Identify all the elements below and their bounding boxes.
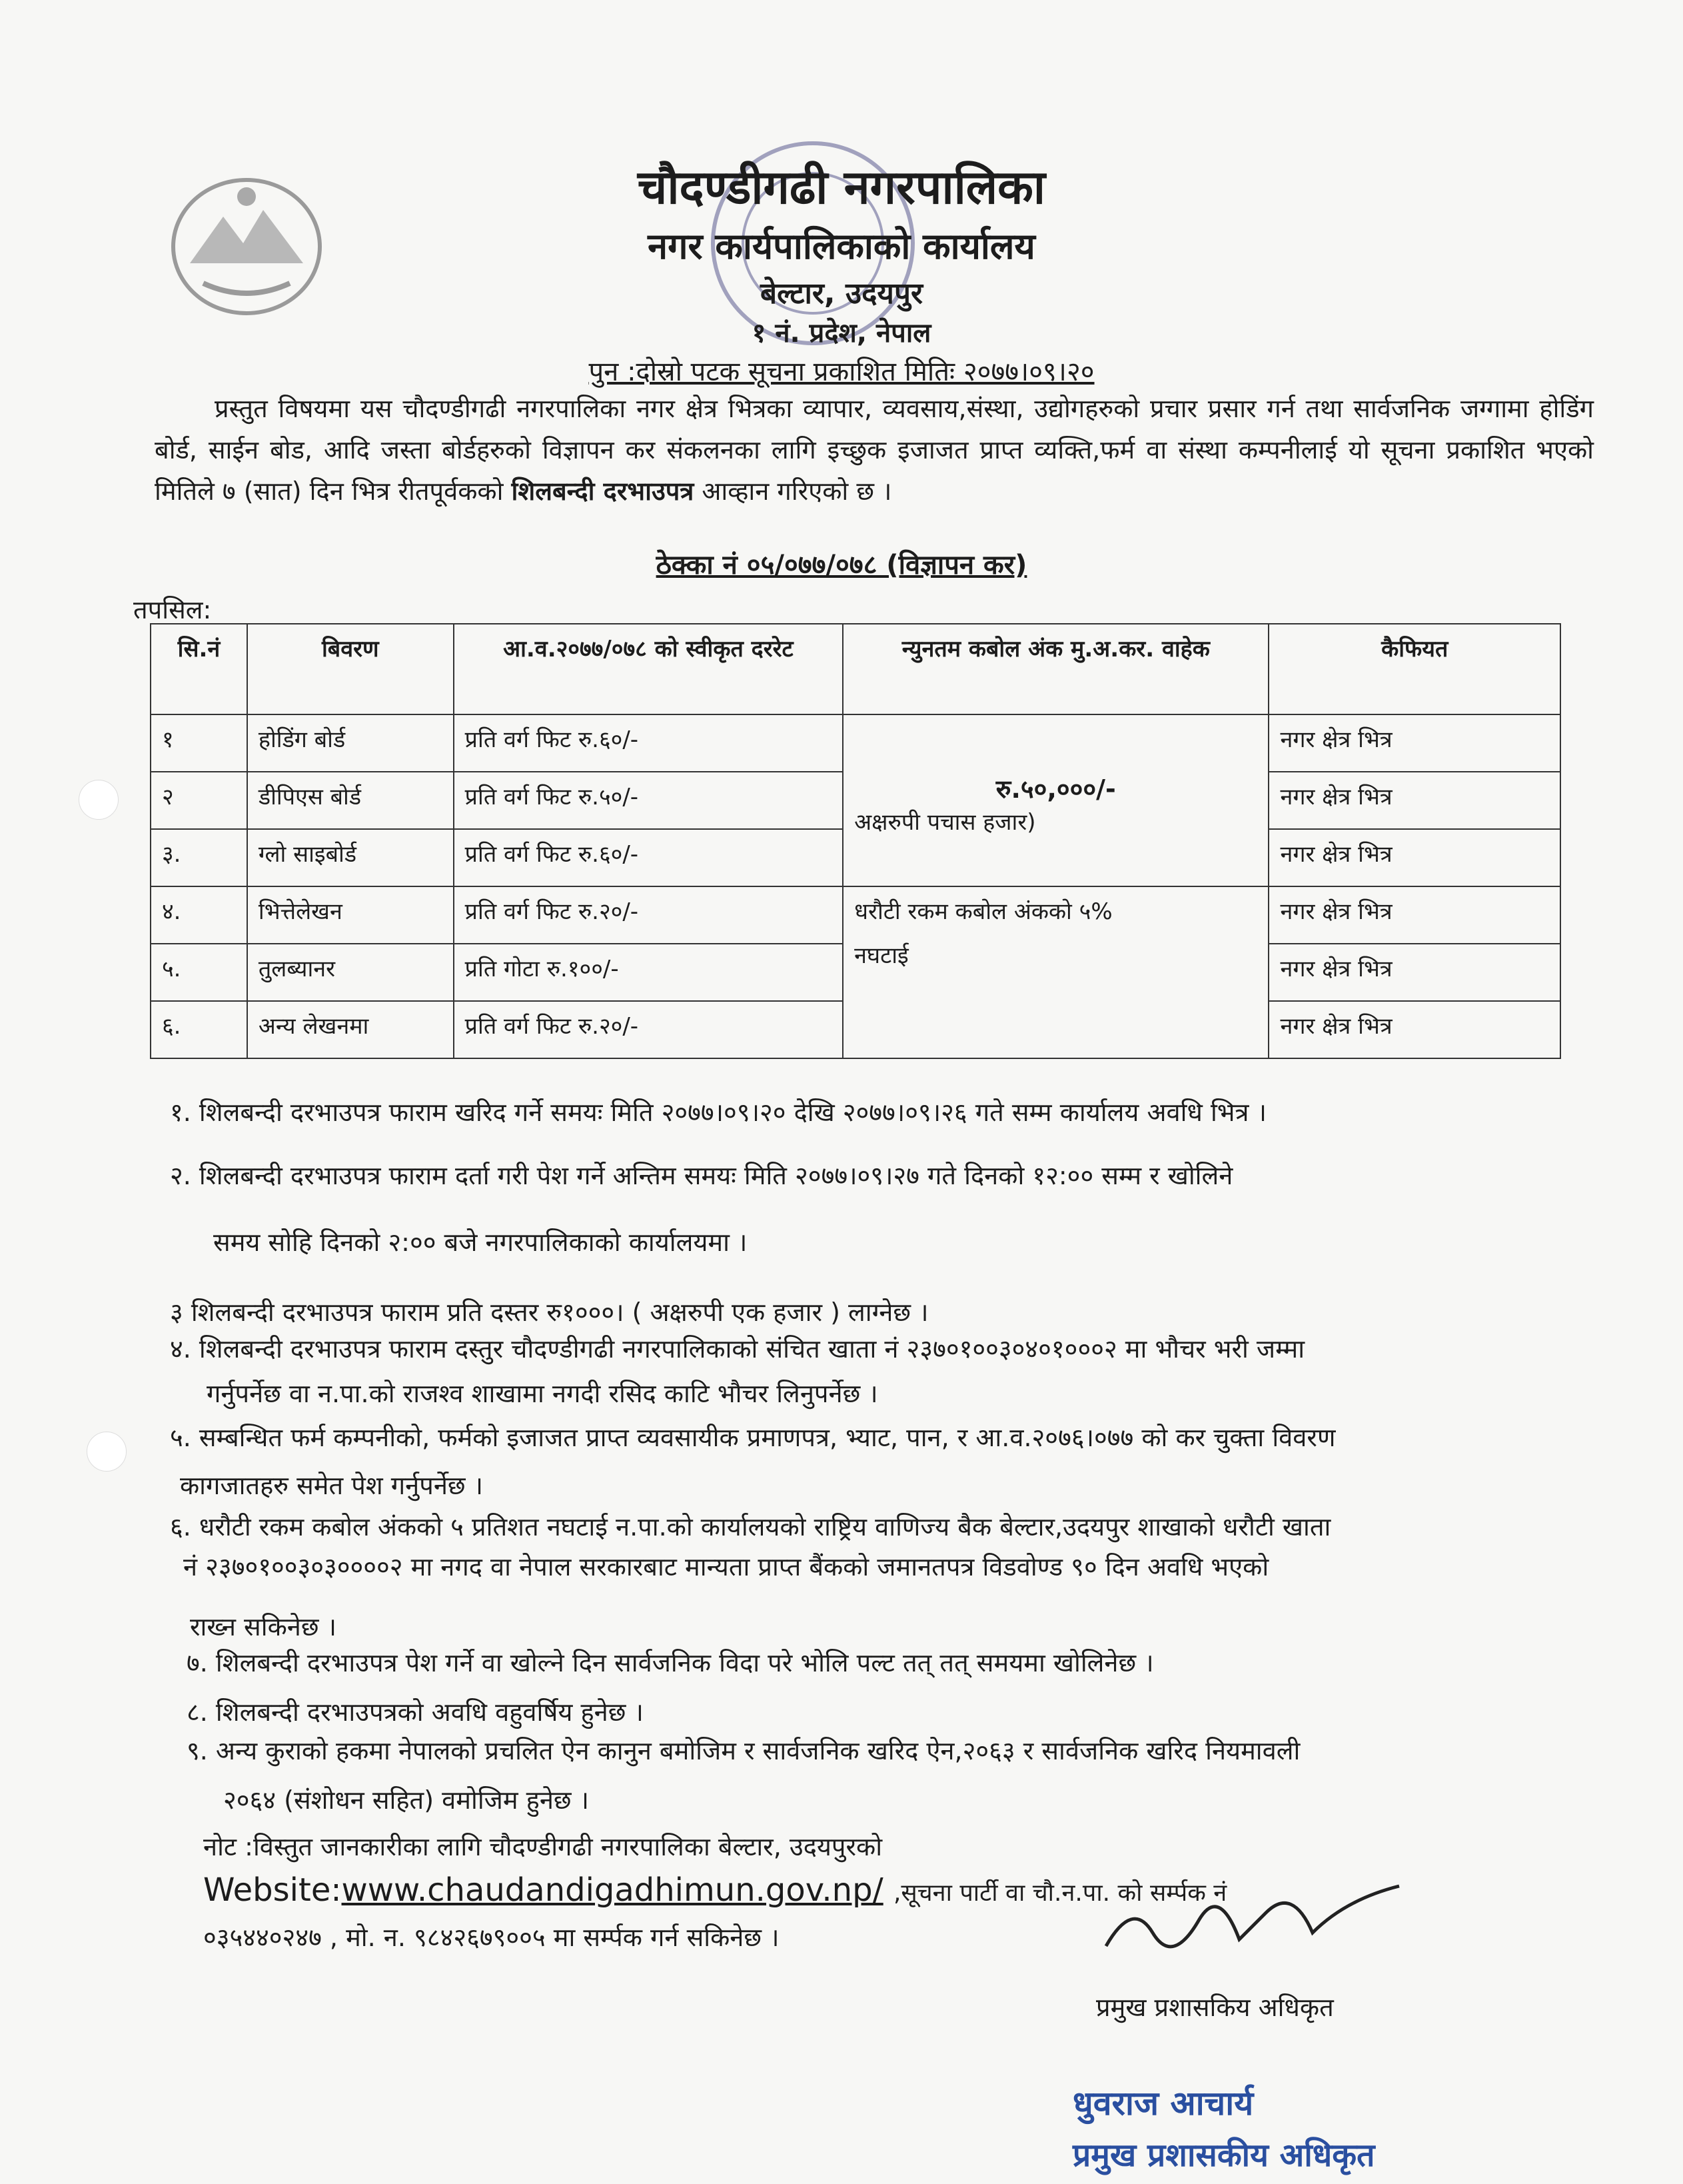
deposit-cell (843, 886, 1269, 1058)
row-desc: तुलब्यानर (247, 944, 454, 1001)
row-rate: प्रति वर्ग फिट रु.२०/- (454, 1001, 843, 1058)
table-header: सि.नं (151, 624, 247, 714)
row-desc: होडिंग बोर्ड (247, 714, 454, 772)
condition-2: २. शिलबन्दी दरभाउपत्र फाराम दर्ता गरी पेश गर्ने अन्तिम समयः मिति २०७७।०९।२७ गते दिनको १२:०० सम्म र खोलिने (170, 1161, 1233, 1190)
min-bid-amount: रु.५०,०००/- (995, 774, 1116, 804)
row-remark: नगर क्षेत्र भित्र (1269, 714, 1560, 772)
table-row (151, 714, 1560, 772)
intro-bold: शिलबन्दी दरभाउपत्र (511, 477, 694, 506)
condition-9: ९. अन्य कुराको हकमा नेपालको प्रचलित ऐन कानुन बमोजिम र सार्वजनिक खरिद ऐन,२०६३ र सार्वजनिक खरिद नियमावली (187, 1736, 1301, 1765)
intro-paragraph (155, 388, 1594, 512)
row-sn: ५. (151, 944, 247, 1001)
rate-table (150, 623, 1561, 1059)
note-website-line (203, 1871, 1227, 1909)
website-suffix: ,सूचना पार्टी वा चौ.न.पा. को सर्म्पक नं (893, 1879, 1227, 1907)
signature-icon (1093, 1873, 1406, 1966)
condition-3: ३ शिलबन्दी दरभाउपत्र फाराम प्रति दस्तर रु१०००। ( अक्षरुपी एक हजार ) लाग्नेछ । (170, 1298, 929, 1327)
table-header: कैफियत (1269, 624, 1560, 714)
punch-hole (79, 780, 119, 820)
min-bid-words: अक्षरुपी पचास हजार) (854, 809, 1036, 836)
notice-date: पुन :दोस्रो पटक सूचना प्रकाशित मितिः २०७७।०९।२० (588, 357, 1095, 387)
row-sn: ४. (151, 886, 247, 944)
min-bid-cell (843, 714, 1269, 886)
office-place: बेल्टार, उदयपुर (760, 277, 923, 311)
row-desc: अन्य लेखनमा (247, 1001, 454, 1058)
office-province: १ नं. प्रदेश, नेपाल (752, 318, 931, 349)
row-desc: ग्लो साइबोर्ड (247, 829, 454, 886)
table-header-row (151, 624, 1560, 714)
condition-4: ४. शिलबन्दी दरभाउपत्र फाराम दस्तुर चौदण्डीगढी नगरपालिकाको संचित खाता नं २३७०१००३०४०१०००२ मा भौचर भरी जम्मा (170, 1334, 1305, 1364)
table-row (151, 886, 1560, 944)
condition-4-cont: गर्नुपर्नेछ वा न.पा.को राजश्व शाखामा नगदी रसिद काटि भौचर लिनुपर्नेछ । (207, 1379, 878, 1408)
stamp-name: धुवराज आचार्य (1073, 2084, 1254, 2123)
deposit-line-1: धरौटी रकम कबोल अंकको ५% (854, 898, 1113, 925)
row-rate: प्रति वर्ग फिट रु.६०/- (454, 714, 843, 772)
contract-number: ठेक्का नं ०५/०७७/०७८ (विज्ञापन कर) (656, 550, 1027, 580)
table-header: आ.व.२०७७/०७८ को स्वीकृत दररेट (454, 624, 843, 714)
condition-6-cont: नं २३७०१००३०३००००२ मा नगद वा नेपाल सरकारबाट मान्यता प्राप्त बैंकको जमानतपत्र विडवोण्ड ९० दिन अवधि भएको (183, 1552, 1269, 1582)
row-desc: भित्तेलेखन (247, 886, 454, 944)
condition-6-end: राख्न सकिनेछ । (190, 1612, 336, 1641)
row-remark: नगर क्षेत्र भित्र (1269, 944, 1560, 1001)
note-line-3: ०३५४४०२४७ , मो. न. ९८४२६७९००५ मा सर्म्पक गर्न सकिनेछ । (203, 1923, 780, 1952)
signature-title: प्रमुख प्रशासकिय अधिकृत (1096, 1993, 1334, 2022)
tapasil-label: तपसिल: (133, 595, 212, 624)
condition-9-cont: २०६४ (संशोधन सहित) वमोजिम हुनेछ । (223, 1785, 590, 1815)
condition-2-cont: समय सोहि दिनको २:०० बजे नगरपालिकाको कार्यालयमा । (213, 1228, 748, 1257)
condition-6: ६. धरौटी रकम कबोल अंकको ५ प्रतिशत नघटाई न.पा.को कार्यालयको राष्ट्रिय वाणिज्य बैक बेल्टार,उदयपुर शाखाको धरौटी खाता (170, 1512, 1331, 1542)
row-sn: ६. (151, 1001, 247, 1058)
table-header: बिवरण (247, 624, 454, 714)
condition-7: ७. शिलबन्दी दरभाउपत्र पेश गर्ने वा खोल्ने दिन सार्वजनिक विदा परे भोलि पल्ट तत् तत् समयमा खोलिनेछ । (187, 1648, 1154, 1677)
row-rate: प्रति वर्ग फिट रु.२०/- (454, 886, 843, 944)
row-remark: नगर क्षेत्र भित्र (1269, 1001, 1560, 1058)
deposit-line-2: नघटाई (854, 942, 909, 969)
stamp-title: प्रमुख प्रशासकीय अधिकृत (1073, 2137, 1375, 2174)
condition-5: ५. सम्बन्धित फर्म कम्पनीको, फर्मको इजाजत प्राप्त व्यवसायीक प्रमाणपत्र, भ्याट, पान, र आ.व.२०७६।०७७ को कर चुक्ता विवरण (170, 1423, 1336, 1452)
website-prefix: Website: (203, 1871, 342, 1909)
row-rate: प्रति वर्ग फिट रु.५०/- (454, 772, 843, 829)
row-sn: ३. (151, 829, 247, 886)
row-remark: नगर क्षेत्र भित्र (1269, 886, 1560, 944)
table-header: न्युनतम कबोल अंक मु.अ.कर. वाहेक (843, 624, 1269, 714)
condition-1: १. शिलबन्दी दरभाउपत्र फाराम खरिद गर्ने समयः मिति २०७७।०९।२० देखि २०७७।०९।२६ गते सम्म कार्यालय अवधि भित्र । (170, 1098, 1267, 1127)
row-remark: नगर क्षेत्र भित्र (1269, 772, 1560, 829)
office-title: नगर कार्यपालिकाको कार्यालय (648, 225, 1035, 267)
punch-hole (87, 1432, 127, 1472)
row-sn: १ (151, 714, 247, 772)
note-line-1: नोट :विस्तुत जानकारीका लागि चौदण्डीगढी नगरपालिका बेल्टार, उदयपुरको (203, 1832, 883, 1861)
row-rate: प्रति वर्ग फिट रु.६०/- (454, 829, 843, 886)
intro-text: प्रस्तुत विषयमा यस चौदण्डीगढी नगरपालिका नगर क्षेत्र भित्रका व्यापार, व्यवसाय,संस्था, उद्योगहरुको प्रचार प्रसार गर्न तथा सार्वजनिक जग्गामा होडिंग बोर्ड, साईन बोड, आदि जस्ता बोर्डहरुको विज्ञापन कर संकलनका लागि इच्छुक इजाजत प्राप्त व्यक्ति,फर्म वा संस्था कम्पनीलाई यो सूचना प्रकाशित भएको मितिले ७ (सात) दिन भित्र रीतपूर्वकको (155, 394, 1594, 506)
row-desc: डीपिएस बोर्ड (247, 772, 454, 829)
intro-text-end: आव्हान गरिएको छ । (702, 477, 892, 506)
municipality-title: चौदण्डीगढी नगरपालिका (637, 160, 1046, 215)
row-remark: नगर क्षेत्र भित्र (1269, 829, 1560, 886)
row-rate: प्रति गोटा रु.१००/- (454, 944, 843, 1001)
condition-8: ८. शिलबन्दी दरभाउपत्रको अवधि वहुवर्षिय हुनेछ । (187, 1697, 644, 1727)
website-link[interactable]: www.chaudandigadhimun.gov.np/ (341, 1871, 883, 1909)
condition-5-cont: कागजातहरु समेत पेश गर्नुपर्नेछ । (180, 1471, 484, 1500)
row-sn: २ (151, 772, 247, 829)
